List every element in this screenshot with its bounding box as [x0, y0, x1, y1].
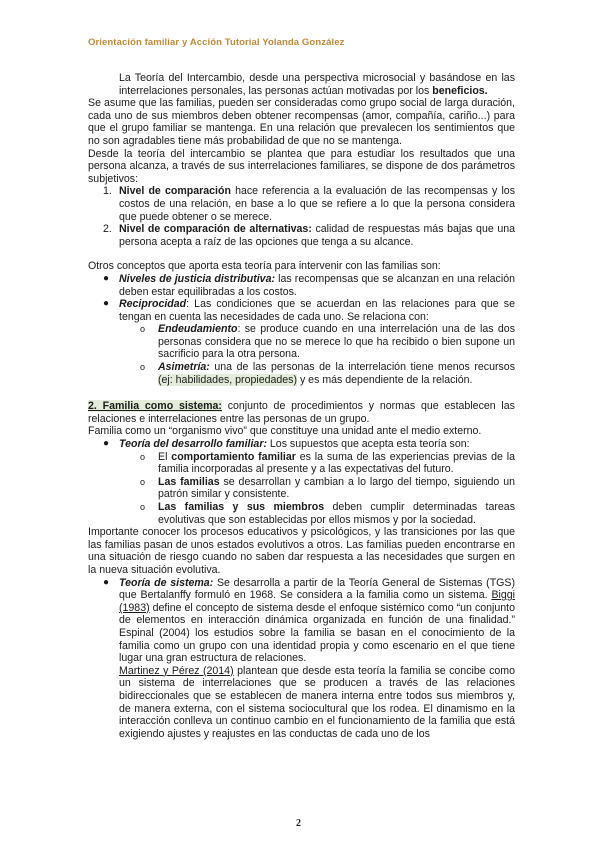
section-2-title: 2. Familia como sistema: [88, 400, 222, 413]
system-theory-list [88, 577, 515, 665]
list-item: o Asimetría: una de las personas de la interrelación tiene menos recursos (ej: habilidades, propiedades) y es más dependiente de la relación. [140, 361, 515, 386]
list-item: 1. Nivel de comparación hace referencia a la evaluación de las recompensas y los costos de una relación, en base a lo que se refiere a lo que la persona considera que puede obtener o se merece. [103, 185, 515, 223]
development-theory-list [88, 438, 515, 451]
concepts-list [88, 273, 515, 323]
reciprocity-sublist [88, 323, 515, 386]
list-item: ● Reciprocidad: Las condiciones que se acuerdan en las relaciones para que se tengan en cuenta las necesidades de cada uno. Se relaciona con: [103, 298, 515, 323]
citation-martinez-perez: Martinez y Pérez (2014) [119, 664, 234, 677]
list-item: 2. Nivel de comparación de alternativas: calidad de respuestas más bajas que una persona acepta a raíz de las opciones que tenga a su alcance. [103, 223, 516, 248]
paragraph-living-organism: Familia como un “organismo vivo” que constituye una unidad ante el medio externo. [88, 425, 482, 438]
list-item: o Las familias y sus miembros deben cumplir determinadas tareas evolutivas que son establecidas por ellos mismos y por la sociedad. [140, 501, 515, 526]
list-item: ● Teoría del desarrollo familiar: Los supuestos que acepta esta teoría son: [103, 438, 470, 451]
list-item: ● Niveles de justicia distributiva: las recompensas que se alcanzan en una relación deben estar equilibradas a los costos. [103, 272, 515, 298]
intro-paragraph: La Teoría del Intercambio, desde una perspectiva microsocial y basándose en las interrelaciones personales, las personas actúan motivadas por los beneficios. [119, 72, 515, 97]
paragraph-important: Importante conocer los procesos educativos y psicológicos, y las transiciones por las que las familias pasan de unos estados evolutivos a otros. Las familias pueden encontrarse en una situación de riesgo cuando no saben dar respuesta a las necesidades que surgen en la nueva situación evolutiva. [88, 526, 515, 576]
paragraph-exchange-theory: Desde la teoría del intercambio se plantea que para estudiar los resultados que una persona alcanza, a través de sus interrelaciones familiares, se dispone de dos parámetros subjetivos: [88, 147, 515, 185]
development-sublist [88, 451, 515, 527]
list-item: o El comportamiento familiar es la suma de las experiencias previas de la familia incorporadas al presente y a las expectativas del futuro. [140, 450, 515, 476]
section-2-heading-paragraph: 2. Familia como sistema: conjunto de procedimientos y normas que establecen las relaciones e interrelaciones entre las personas de un grupo. [88, 400, 515, 425]
list-item: o Endeudamiento: se produce cuando en una interrelación una de las dos personas considera que no se merece lo que ha recibido o bien supone un sacrificio para la otra persona. [140, 323, 515, 361]
paragraph-martinez-perez: Martinez y Pérez (2014) plantean que desde esta teoría la familia se concibe como un sistema de interrelaciones que se producen a través de las relaciones bidireccionales que se establecen de manera interna entre todos sus miembros y, de manera externa, con el sistema sociocultural que los rodea. El dinamismo en la interacción conlleva un continuo cambio en el funcionamiento de la familia que está exigiendo ajustes y reajustes en las conductas de cada uno de los [119, 664, 515, 740]
citation-biggi: Biggi (1983) [119, 589, 515, 614]
page-number: 2 [296, 818, 301, 829]
document-body [88, 72, 515, 740]
list-item: o Las familias se desarrollan y cambian a lo largo del tiempo, siguiendo un patrón similar y consistente. [140, 475, 515, 501]
paragraph-other-concepts: Otros conceptos que aporta esta teoría para intervenir con las familias son: [88, 260, 441, 273]
parameters-list [88, 185, 515, 248]
page-header: Orientación familiar y Acción Tutorial Yolanda González [88, 37, 345, 48]
paragraph-families-rewards: Se asume que las familias, pueden ser consideradas como grupo social de larga duración, cada uno de sus miembros deben obtener recompensas (amor, compañía, cariño...) para que el grupo familiar se mantenga. En una relación que prevalecen los sentimientos que no son agradables tiene más probabilidad de que no se mantenga. [88, 97, 515, 147]
list-item: ● Teoría de sistema: Se desarrolla a partir de la Teoría General de Sistemas (TGS) que Bertalanffy formuló en 1968. Se considera a la familia como un sistema. Biggi (1983) define el concepto de sistema desde el enfoque sistémico como “un conjunto de elementos en interacción dinámica organizada en función de una finalidad.” Espinal (2004) los estudios sobre la familia se basan en el conocimiento de la familia como un grupo con una identidad propia y como escenario en el que tiene lugar una gran estructura de relaciones. [103, 576, 516, 665]
highlighted-example: (ej: habilidades, propiedades) [158, 373, 297, 386]
